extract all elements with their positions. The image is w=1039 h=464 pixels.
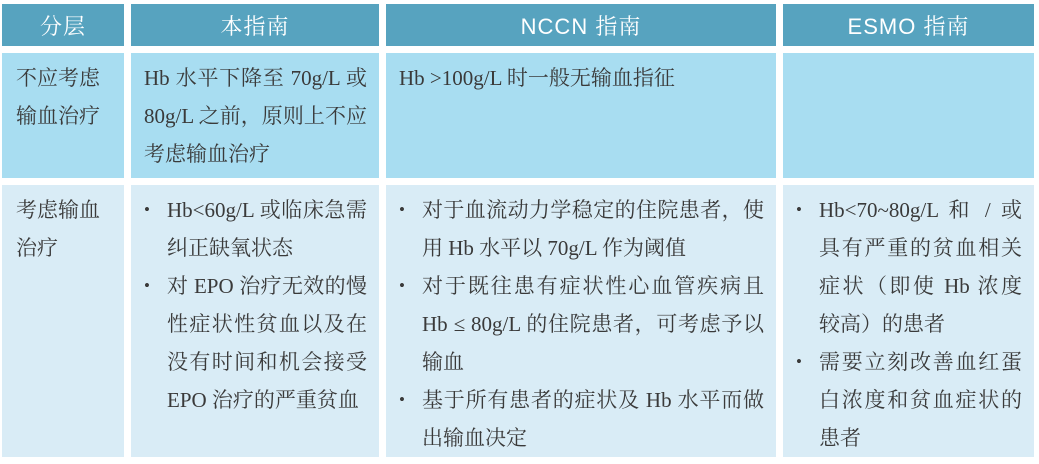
list-item <box>796 343 1022 457</box>
cell-nccn-consider-transfusion <box>386 185 776 457</box>
header-cell-esmo <box>783 4 1034 46</box>
bullet-text: 对于既往患有症状性心血管疾病且 Hb ≤ 80g/L 的住院患者，可考虑予以输血 <box>422 274 764 374</box>
list-item <box>399 191 764 267</box>
row-label-text: 不应考虑输血治疗 <box>16 66 100 128</box>
header-label-nccn: NCCN 指南 <box>520 13 642 39</box>
header-cell-stratification <box>2 4 124 46</box>
bullet-icon: • <box>144 200 150 219</box>
cell-nccn-no-transfusion <box>386 53 776 178</box>
bullet-text: Hb<60g/L 或临床急需纠正缺氧状态 <box>167 198 367 260</box>
cell-text: Hb 水平下降至 70g/L 或 80g/L 之前，原则上不应考虑输血治疗 <box>144 66 367 166</box>
header-cell-nccn <box>386 4 776 46</box>
header-label-esmo: ESMO 指南 <box>847 13 970 39</box>
list-item <box>144 267 367 419</box>
bullet-icon: • <box>796 352 802 371</box>
bullet-icon: • <box>144 276 150 295</box>
list-item <box>399 267 764 381</box>
bullet-text: 需要立刻改善血红蛋白浓度和贫血症状的患者 <box>819 350 1022 450</box>
bullet-list <box>144 191 367 419</box>
bullet-icon: • <box>796 200 802 219</box>
header-label-this-guideline: 本指南 <box>220 13 290 39</box>
row-label-no-transfusion <box>2 53 124 178</box>
cell-this-guideline-no-transfusion <box>131 53 379 178</box>
bullet-icon: • <box>399 276 405 295</box>
bullet-text: Hb<70~80g/L 和 / 或具有严重的贫血相关症状（即使 Hb 浓度较高）的患者 <box>819 198 1022 336</box>
cell-esmo-no-transfusion-empty <box>783 53 1034 178</box>
bullet-text: 对 EPO 治疗无效的慢性症状性贫血以及在没有时间和机会接受 EPO 治疗的严重贫血 <box>167 274 367 412</box>
list-item <box>796 191 1022 343</box>
header-cell-this-guideline <box>131 4 379 46</box>
cell-text: Hb >100g/L 时一般无输血指征 <box>399 66 675 90</box>
bullet-icon: • <box>399 200 405 219</box>
bullet-list <box>796 191 1022 457</box>
bullet-text: 对于血流动力学稳定的住院患者，使用 Hb 水平以 70g/L 作为阈值 <box>422 198 764 260</box>
cell-this-guideline-consider-transfusion <box>131 185 379 457</box>
header-label-stratification: 分层 <box>39 13 86 39</box>
cell-esmo-consider-transfusion <box>783 185 1034 457</box>
list-item <box>144 191 367 267</box>
bullet-icon: • <box>399 390 405 409</box>
row-label-consider-transfusion <box>2 185 124 457</box>
bullet-list <box>399 191 764 457</box>
bullet-text: 基于所有患者的症状及 Hb 水平而做出输血决定 <box>422 388 764 450</box>
list-item <box>399 381 764 457</box>
row-label-text: 考虑输血治疗 <box>16 198 100 260</box>
